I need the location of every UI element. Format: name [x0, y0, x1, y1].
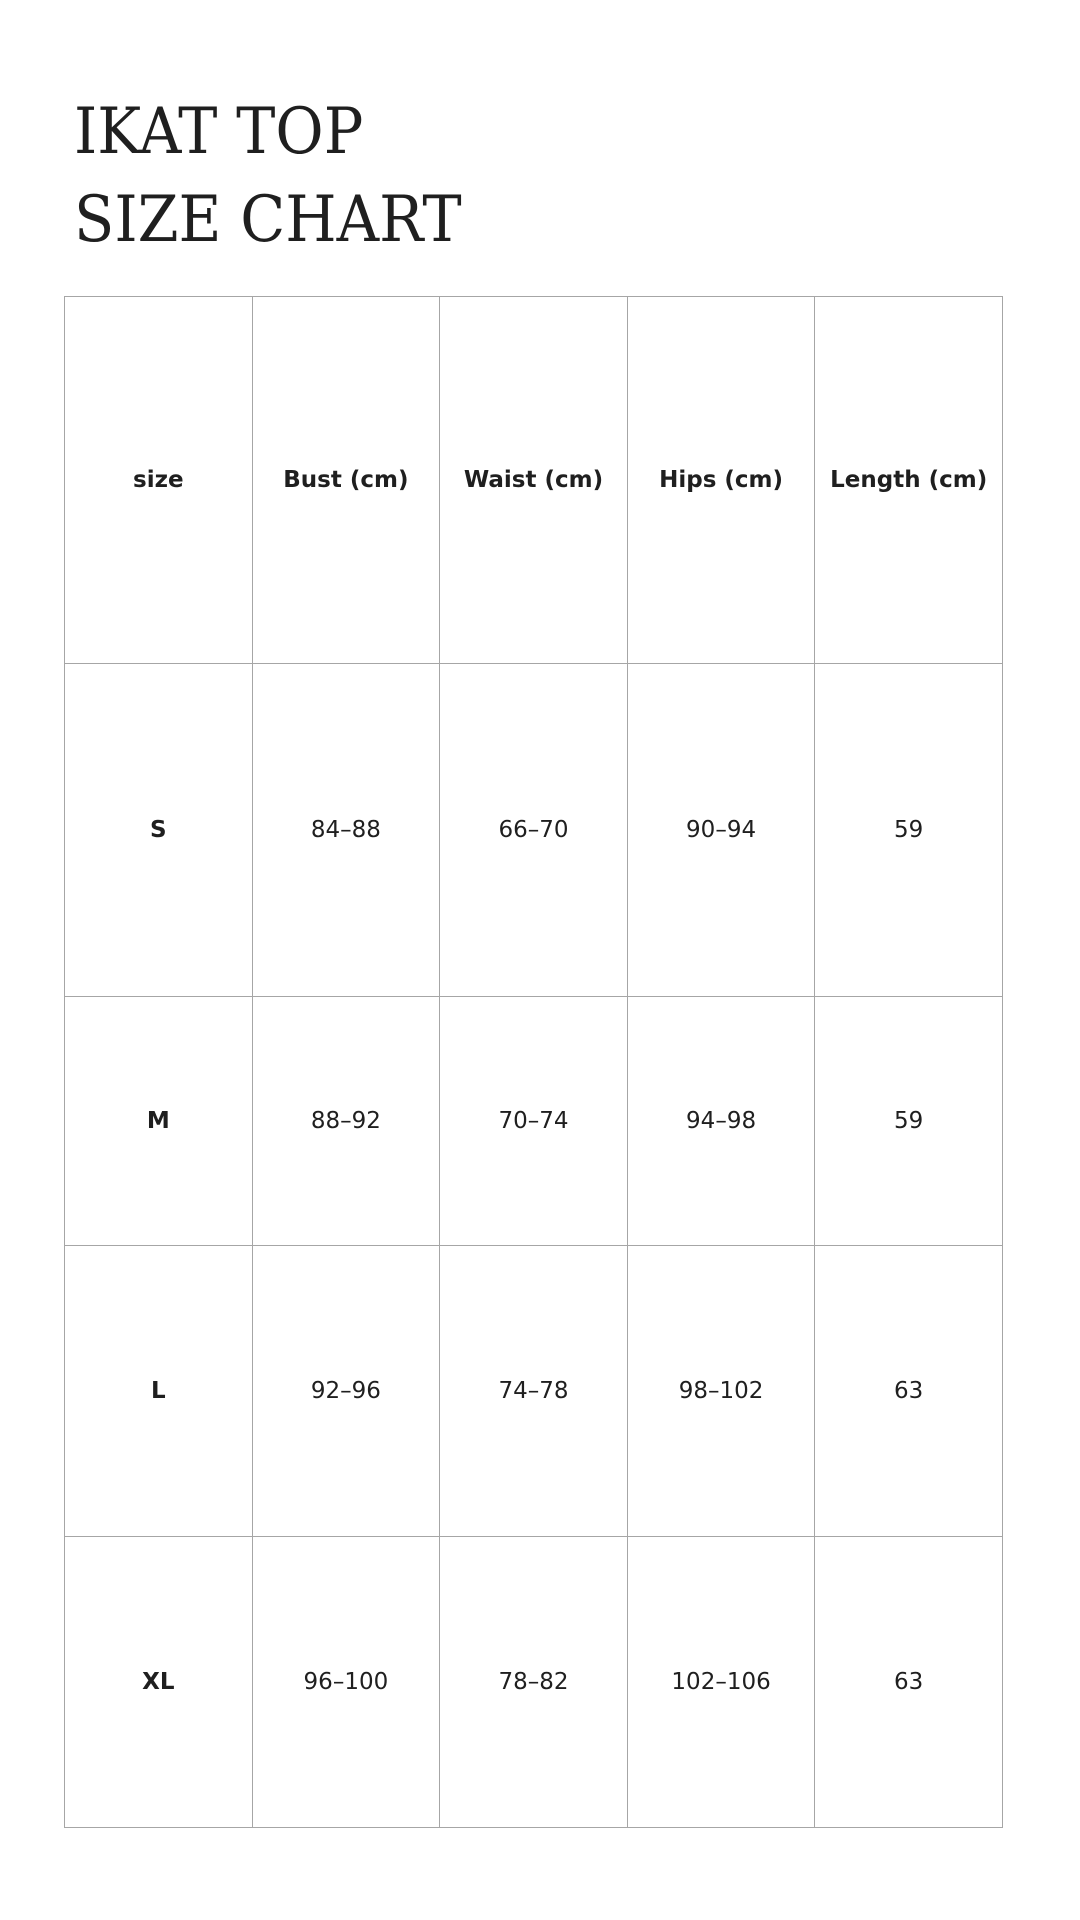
- table-header-row: [65, 297, 1003, 664]
- table-row: [65, 1246, 1003, 1537]
- hips-cell: 94–98: [627, 997, 815, 1246]
- table-row: [65, 997, 1003, 1246]
- size-cell: M: [65, 997, 253, 1246]
- size-cell: XL: [65, 1537, 253, 1828]
- length-cell: 63: [815, 1246, 1003, 1537]
- bust-cell: 96–100: [252, 1537, 440, 1828]
- waist-cell: 70–74: [440, 997, 628, 1246]
- size-cell: S: [65, 664, 253, 997]
- column-header-waist: Waist (cm): [440, 297, 628, 664]
- column-header-bust: Bust (cm): [252, 297, 440, 664]
- waist-cell: 66–70: [440, 664, 628, 997]
- hips-cell: 90–94: [627, 664, 815, 997]
- title-line-product: IKAT TOP: [74, 95, 364, 169]
- hips-cell: 102–106: [627, 1537, 815, 1828]
- bust-cell: 88–92: [252, 997, 440, 1246]
- bust-cell: 84–88: [252, 664, 440, 997]
- hips-cell: 98–102: [627, 1246, 815, 1537]
- waist-cell: 74–78: [440, 1246, 628, 1537]
- waist-cell: 78–82: [440, 1537, 628, 1828]
- column-header-hips: Hips (cm): [627, 297, 815, 664]
- length-cell: 59: [815, 664, 1003, 997]
- table-row: [65, 1537, 1003, 1828]
- column-header-size: size: [65, 297, 253, 664]
- page-title: [74, 88, 462, 264]
- length-cell: 59: [815, 997, 1003, 1246]
- length-cell: 63: [815, 1537, 1003, 1828]
- size-table: [64, 296, 1003, 1828]
- size-cell: L: [65, 1246, 253, 1537]
- table-row: [65, 664, 1003, 997]
- column-header-length: Length (cm): [815, 297, 1003, 664]
- title-line-chart: SIZE CHART: [74, 183, 462, 257]
- bust-cell: 92–96: [252, 1246, 440, 1537]
